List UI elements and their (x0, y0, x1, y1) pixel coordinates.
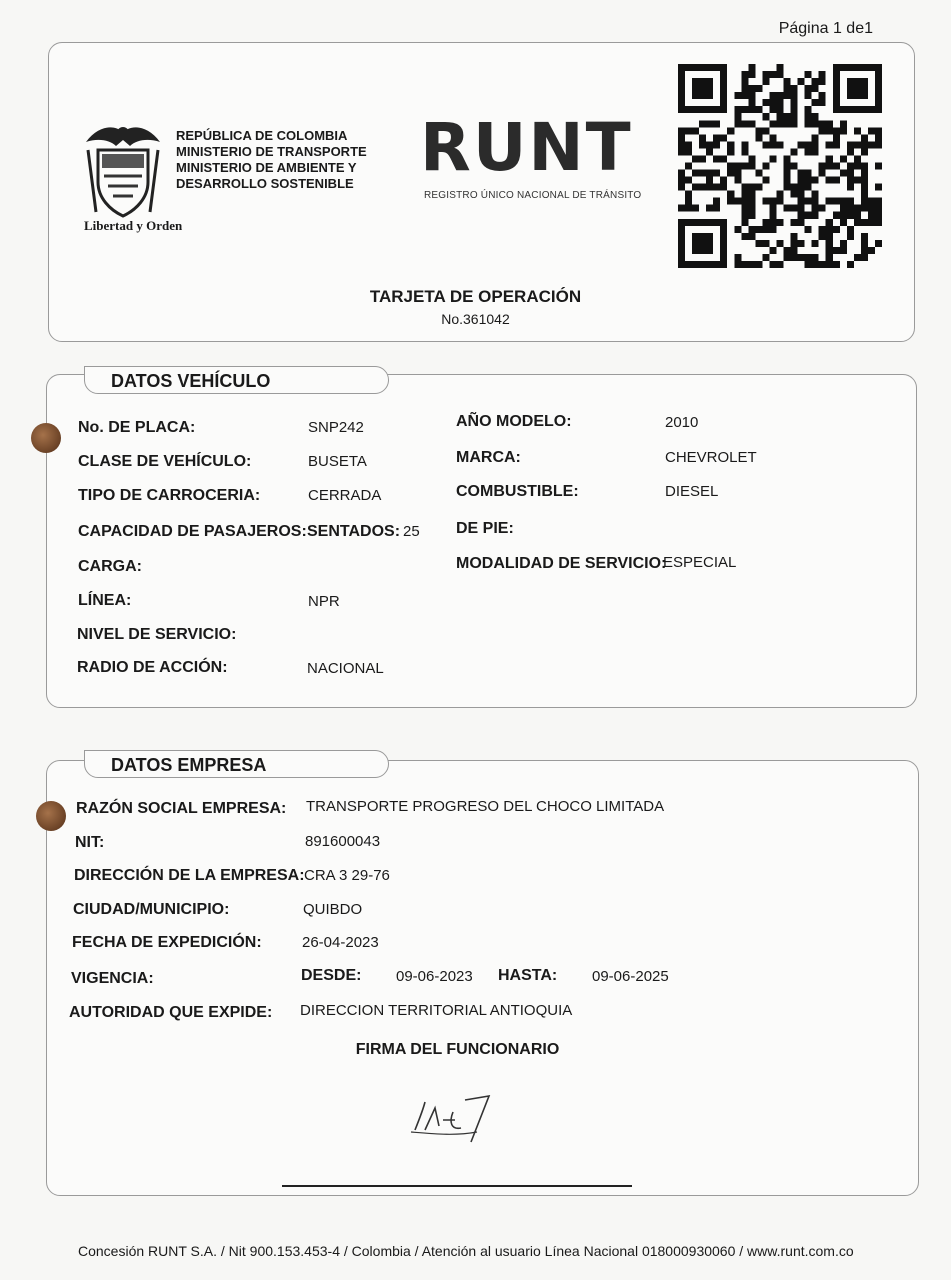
clase-label: CLASE DE VEHÍCULO: (78, 453, 252, 470)
de-pie-label: DE PIE: (456, 520, 514, 537)
direccion-value: CRA 3 29-76 (304, 867, 390, 884)
signature-mark (405, 1090, 495, 1150)
runt-logo: RUNT (420, 109, 633, 186)
direccion-label: DIRECCIÓN DE LA EMPRESA: (74, 867, 305, 884)
modalidad-label: MODALIDAD DE SERVICIO: (456, 555, 667, 572)
combustible-value: DIESEL (665, 483, 719, 500)
sentados-value: 25 (403, 523, 420, 540)
ministry-line: MINISTERIO DE TRANSPORTE (176, 144, 367, 159)
radio-accion-label: RADIO DE ACCIÓN: (77, 659, 228, 676)
carroceria-label: TIPO DE CARROCERIA: (78, 487, 261, 504)
combustible-label: COMBUSTIBLE: (456, 483, 579, 500)
nit-value: 891600043 (305, 833, 381, 850)
ministry-line: DESARROLLO SOSTENIBLE (176, 176, 354, 191)
runt-subtitle: REGISTRO ÚNICO NACIONAL DE TRÁNSITO (424, 190, 642, 201)
ciudad-value: QUIBDO (303, 901, 363, 918)
vigencia-label: VIGENCIA: (71, 970, 154, 987)
capacidad-label: CAPACIDAD DE PASAJEROS: (78, 523, 307, 540)
ministry-block (176, 128, 367, 192)
modelo-label: AÑO MODELO: (456, 413, 572, 430)
sentados-label: SENTADOS: (307, 523, 401, 540)
carroceria-value: CERRADA (308, 487, 382, 504)
razon-social-value: TRANSPORTE PROGRESO DEL CHOCO LIMITADA (306, 798, 665, 815)
marca-label: MARCA: (456, 449, 521, 466)
ministry-line: MINISTERIO DE AMBIENTE Y (176, 160, 357, 175)
punch-hole (31, 423, 61, 453)
shield-caption: Libertad y Orden (84, 218, 183, 233)
placa-label: No. DE PLACA: (78, 419, 196, 436)
marca-value: CHEVROLET (665, 449, 757, 466)
razon-social-label: RAZÓN SOCIAL EMPRESA: (76, 800, 287, 817)
punch-hole (36, 801, 66, 831)
radio-accion-value: NACIONAL (307, 660, 384, 677)
modalidad-value: ESPECIAL (663, 554, 737, 571)
placa-value: SNP242 (308, 419, 364, 436)
autoridad-label: AUTORIDAD QUE EXPIDE: (69, 1004, 273, 1021)
hasta-label: HASTA: (498, 967, 558, 984)
autoridad-value: DIRECCION TERRITORIAL ANTIOQUIA (300, 1002, 573, 1019)
signature-line (282, 1185, 632, 1187)
clase-value: BUSETA (308, 453, 367, 470)
document-number: No.361042 (441, 311, 510, 327)
ministry-line: REPÚBLICA DE COLOMBIA (176, 128, 348, 143)
footer-text: Concesión RUNT S.A. / Nit 900.153.453-4 / Colombia / Atención al usuario Línea Nacional 018000930060 / www.runt.com.co (78, 1243, 854, 1259)
nivel-servicio-label: NIVEL DE SERVICIO: (77, 626, 237, 643)
vehicle-section-title: DATOS VEHÍCULO (84, 366, 389, 394)
page-number: Página 1 de1 (778, 20, 873, 37)
fecha-expedicion-value: 26-04-2023 (302, 934, 379, 951)
desde-value: 09-06-2023 (396, 968, 473, 985)
document-title: TARJETA DE OPERACIÓN (369, 287, 582, 306)
modelo-value: 2010 (665, 414, 699, 431)
qr-code-icon (678, 62, 882, 270)
nit-label: NIT: (75, 834, 105, 851)
fecha-expedicion-label: FECHA DE EXPEDICIÓN: (72, 934, 262, 951)
coat-of-arms-icon (78, 120, 168, 220)
ciudad-label: CIUDAD/MUNICIPIO: (73, 901, 230, 918)
carga-label: CARGA: (78, 558, 142, 575)
linea-value: NPR (308, 593, 340, 610)
hasta-value: 09-06-2025 (592, 968, 669, 985)
signature-title: FIRMA DEL FUNCIONARIO (355, 1041, 560, 1058)
linea-label: LÍNEA: (78, 592, 132, 609)
desde-label: DESDE: (301, 967, 362, 984)
company-section-title: DATOS EMPRESA (84, 750, 389, 778)
